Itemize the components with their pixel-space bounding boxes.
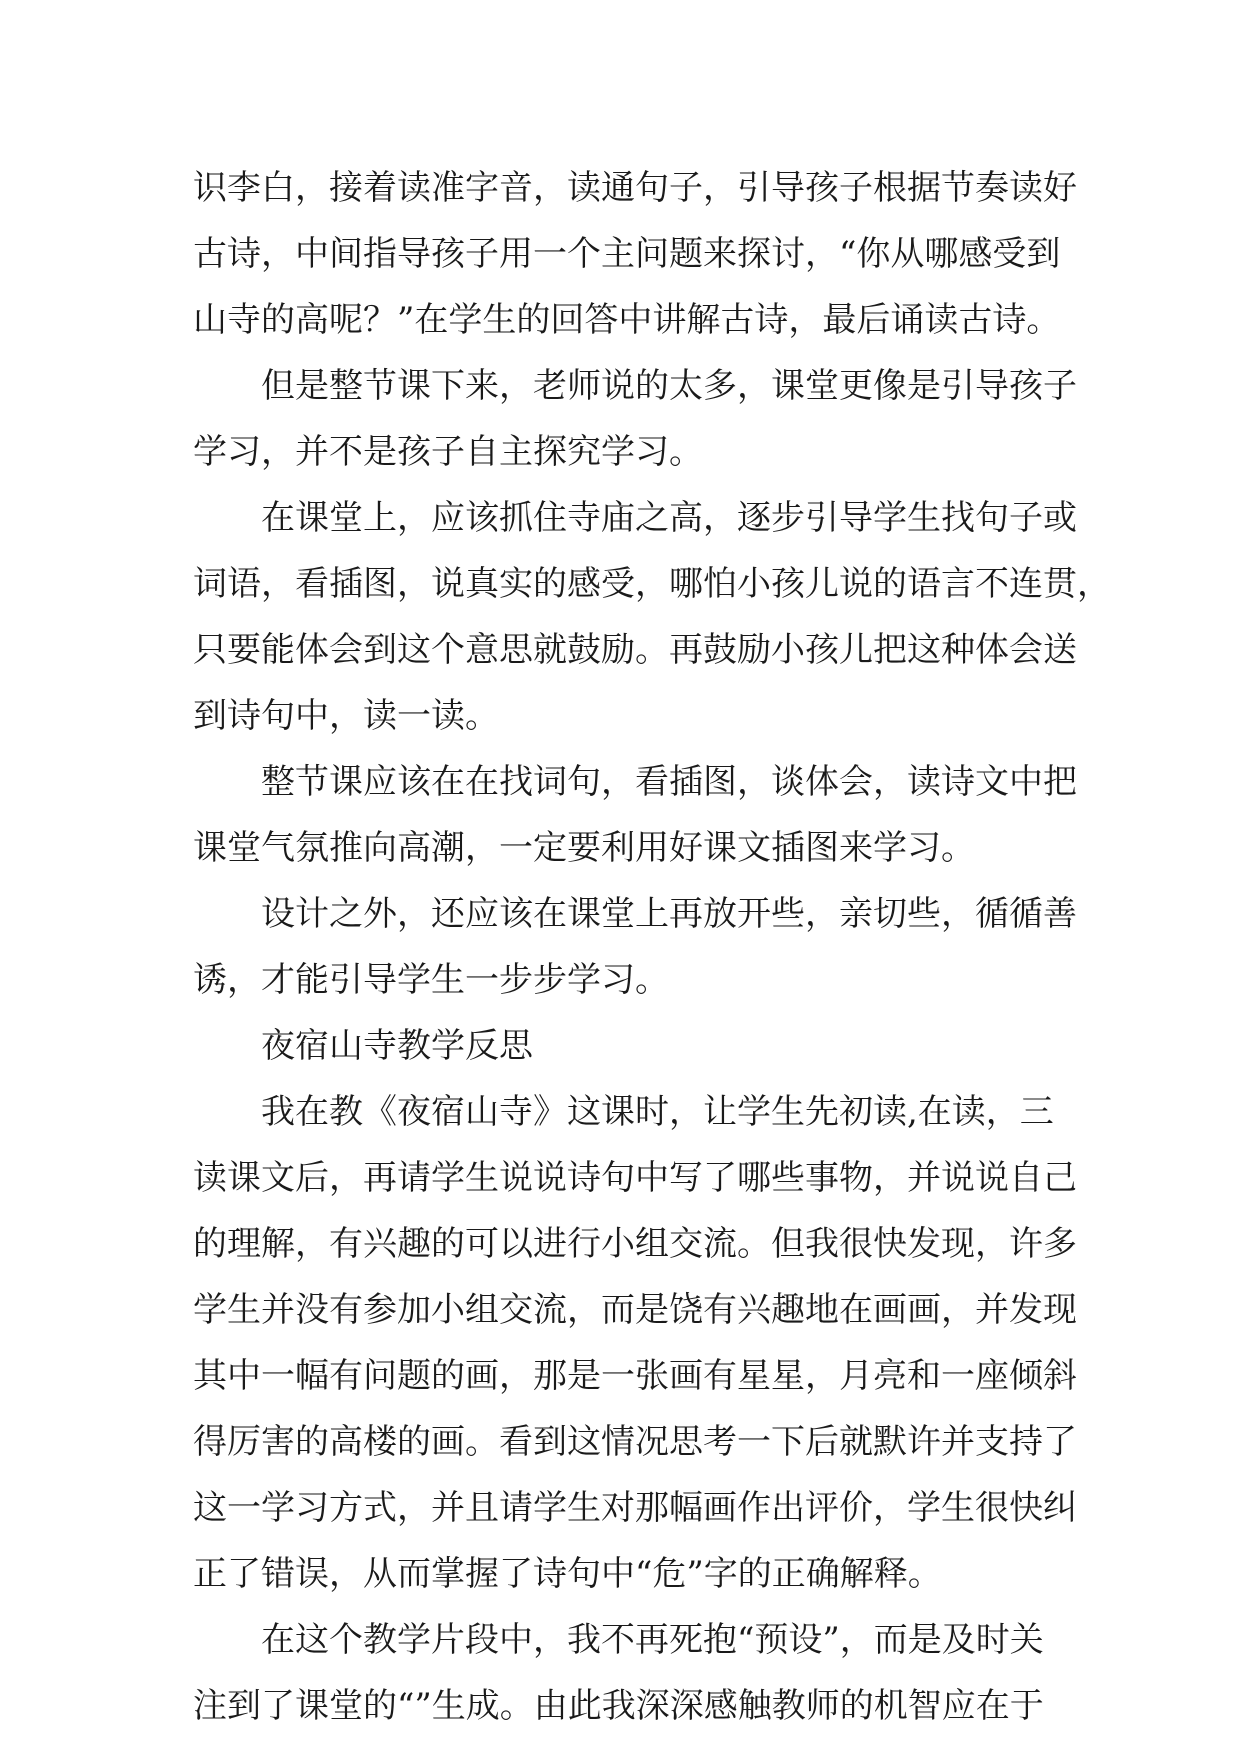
text-line: 山寺的高呢？”在学生的回答中讲解古诗，最后诵读古诗。 bbox=[193, 300, 1061, 340]
text-line: 正了错误，从而掌握了诗句中“危”字的正确解释。 bbox=[193, 1554, 942, 1594]
text-line: 诱，才能引导学生一步步学习。 bbox=[193, 960, 669, 1000]
text-line: 古诗，中间指导孩子用一个主问题来探讨，“你从哪感受到 bbox=[193, 234, 1061, 274]
text-line: 我在教《夜宿山寺》这课时，让学生先初读,在读，三 bbox=[261, 1092, 1054, 1132]
section-heading: 夜宿山寺教学反思 bbox=[261, 1026, 533, 1066]
text-line: 其中一幅有问题的画，那是一张画有星星，月亮和一座倾斜 bbox=[193, 1356, 1077, 1396]
text-line: 只要能体会到这个意思就鼓励。再鼓励小孩儿把这种体会送 bbox=[193, 630, 1077, 670]
text-line: 读课文后，再请学生说说诗句中写了哪些事物，并说说自己 bbox=[193, 1158, 1077, 1198]
text-line: 这一学习方式，并且请学生对那幅画作出评价，学生很快纠 bbox=[193, 1488, 1077, 1528]
text-line: 学生并没有参加小组交流，而是饶有兴趣地在画画，并发现 bbox=[193, 1290, 1077, 1330]
text-line: 整节课应该在在找词句，看插图，谈体会，读诗文中把 bbox=[261, 762, 1077, 802]
document-body bbox=[193, 155, 1111, 1739]
text-line: 得厉害的高楼的画。看到这情况思考一下后就默许并支持了 bbox=[193, 1422, 1077, 1462]
text-line: 学习，并不是孩子自主探究学习。 bbox=[193, 432, 703, 472]
text-line: 注到了课堂的“”生成。由此我深深感触教师的机智应在于 bbox=[193, 1686, 1044, 1726]
text-line: 在课堂上，应该抓住寺庙之高，逐步引导学生找句子或 bbox=[261, 498, 1077, 538]
text-line: 到诗句中，读一读。 bbox=[193, 696, 499, 736]
text-line: 识李白，接着读准字音，读通句子，引导孩子根据节奏读好 bbox=[193, 168, 1077, 208]
text-line: 课堂气氛推向高潮，一定要利用好课文插图来学习。 bbox=[193, 828, 975, 868]
text-line: 词语，看插图，说真实的感受，哪怕小孩儿说的语言不连贯， bbox=[193, 564, 1111, 604]
text-line: 但是整节课下来，老师说的太多，课堂更像是引导孩子 bbox=[261, 366, 1077, 406]
text-line: 在这个教学片段中，我不再死抱“预设”，而是及时关 bbox=[261, 1620, 1044, 1660]
text-line: 设计之外，还应该在课堂上再放开些，亲切些，循循善 bbox=[261, 894, 1077, 934]
text-line: 的理解，有兴趣的可以进行小组交流。但我很快发现，许多 bbox=[193, 1224, 1077, 1264]
